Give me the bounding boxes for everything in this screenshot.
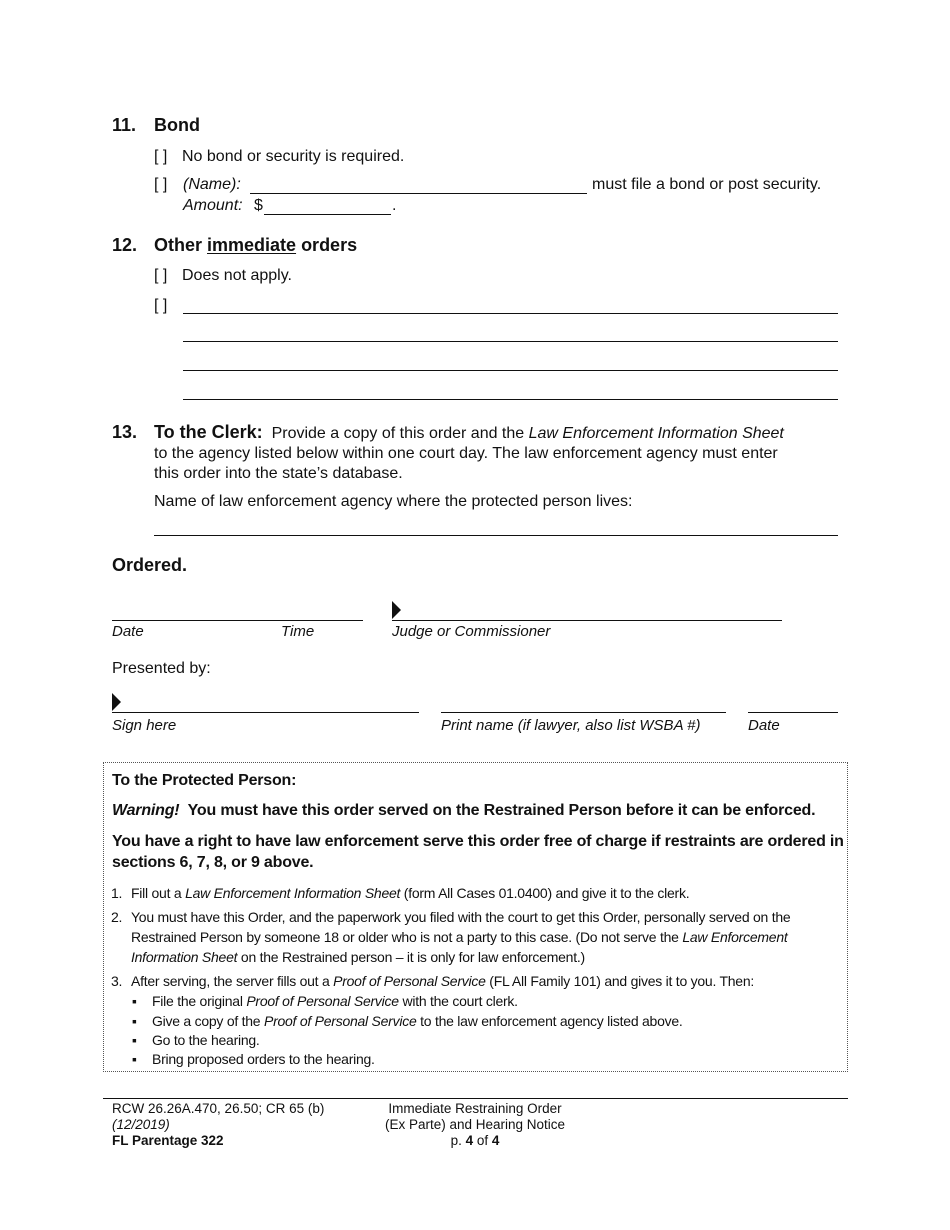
sign-here-label: Sign here: [112, 717, 177, 734]
bullet-1-text: File the original Proof of Personal Service with the court clerk.: [152, 993, 518, 1009]
section-13-number: 13.: [112, 422, 138, 442]
bullet-4-text: Bring proposed orders to the hearing.: [152, 1051, 375, 1067]
bullet-icon: ▪: [132, 1013, 137, 1029]
bond-amount-period: .: [392, 197, 397, 214]
bullet-2-text: Give a copy of the Proof of Personal Service to the law enforcement agency listed above.: [152, 1013, 683, 1029]
bullet-3-text: Go to the hearing.: [152, 1032, 260, 1048]
item-2-number: 2.: [111, 909, 123, 925]
warning-text: Warning! You must have this order served on the Restrained Person before it can be enforced.: [112, 802, 816, 819]
item-1-number: 1.: [111, 885, 123, 901]
presenter-signature-field[interactable]: [112, 712, 419, 713]
section-12-number: 12.: [112, 235, 138, 255]
date-label: Date: [112, 623, 144, 640]
section-11-number: 11.: [112, 115, 137, 135]
judge-signature-field[interactable]: [392, 620, 782, 621]
bullet-icon: ▪: [132, 1051, 137, 1067]
other-not-apply-label: Does not apply.: [182, 267, 292, 284]
time-label: Time: [281, 623, 315, 640]
other-orders-line-4[interactable]: [183, 399, 838, 400]
bond-name-label: (Name):: [183, 176, 241, 193]
right-line-2: sections 6, 7, 8, or 9 above.: [112, 854, 314, 871]
item-2-line-2: Restrained Person by someone 18 or older who is not a party to this case. (Do not serve the Law Enforcement: [131, 929, 788, 945]
section-11-title: Bond: [154, 115, 200, 135]
footer-title-2: (Ex Parte) and Hearing Notice: [384, 1117, 566, 1132]
checkbox-other-orders[interactable]: [ ]: [154, 297, 168, 314]
judge-label: Judge or Commissioner: [392, 623, 551, 640]
other-orders-line-3[interactable]: [183, 370, 838, 371]
print-name-field[interactable]: [441, 712, 726, 713]
ordered-heading: Ordered.: [112, 555, 188, 575]
item-1-text: Fill out a Law Enforcement Information Sheet (form All Cases 01.0400) and give it to the clerk.: [131, 885, 690, 901]
footer-date: (12/2019): [112, 1117, 170, 1132]
other-orders-line-2[interactable]: [183, 341, 838, 342]
item-2-line-1: You must have this Order, and the paperwork you filed with the court to get this Order, personally served on the: [131, 909, 791, 925]
right-line-1: You have a right to have law enforcement serve this order free of charge if restraints are ordered in: [112, 833, 844, 850]
print-name-label: Print name (if lawyer, also list WSBA #): [441, 717, 701, 734]
section-12-title: Other immediate orders: [154, 235, 358, 255]
footer-page: p. 4 of 4: [450, 1133, 500, 1148]
sign-arrow-icon: [112, 693, 121, 711]
bond-name-suffix: must file a bond or post security.: [592, 176, 822, 193]
protected-heading: To the Protected Person:: [112, 772, 297, 789]
checkbox-bond-required[interactable]: [ ]: [154, 176, 168, 193]
footer-title-1: Immediate Restraining Order: [388, 1101, 562, 1116]
bullet-icon: ▪: [132, 993, 137, 1009]
section-13-title: To the Clerk:: [154, 422, 263, 442]
bond-option-none-label: No bond or security is required.: [182, 148, 405, 165]
other-orders-line-1[interactable]: [183, 313, 838, 314]
footer-left: [112, 1101, 324, 1149]
bond-option-none[interactable]: [154, 148, 167, 166]
checkbox-no-bond[interactable]: [ ]: [154, 148, 168, 165]
footer-rcw: RCW 26.26A.470, 26.50; CR 65 (b): [112, 1101, 325, 1116]
presenter-date-label: Date: [748, 717, 780, 734]
agency-name-field[interactable]: [154, 535, 838, 536]
footer-divider: [103, 1098, 848, 1099]
section-13-line-3: this order into the state’s database.: [154, 465, 403, 482]
sign-arrow-icon: [392, 601, 401, 619]
presented-by-label: Presented by:: [112, 660, 211, 677]
presenter-date-field[interactable]: [748, 712, 838, 713]
section-13-line-2: to the agency listed below within one court day. The law enforcement agency must enter: [154, 445, 778, 462]
bond-amount-label: Amount:: [183, 197, 243, 214]
footer-form-id: FL Parentage 322: [112, 1133, 224, 1148]
date-time-field[interactable]: [112, 620, 363, 621]
item-3-text: After serving, the server fills out a Proof of Personal Service (FL All Family 101) and gives it to you. Then:: [131, 973, 755, 989]
agency-prompt: Name of law enforcement agency where the protected person lives:: [154, 493, 633, 510]
item-2-line-3: Information Sheet on the Restrained person – it is only for law enforcement.): [131, 949, 585, 965]
bond-amount-field[interactable]: [264, 214, 391, 215]
bullet-icon: ▪: [132, 1032, 137, 1048]
item-3-number: 3.: [111, 973, 123, 989]
checkbox-other-not-apply[interactable]: [ ]: [154, 267, 168, 284]
bond-amount-currency: $: [254, 197, 263, 214]
bond-name-field[interactable]: [250, 193, 587, 194]
section-13-text: To the Clerk: Provide a copy of this order and the Law Enforcement Information Sheet: [154, 422, 784, 442]
footer-center: [360, 1101, 590, 1149]
protected-person-box: [103, 762, 848, 1072]
